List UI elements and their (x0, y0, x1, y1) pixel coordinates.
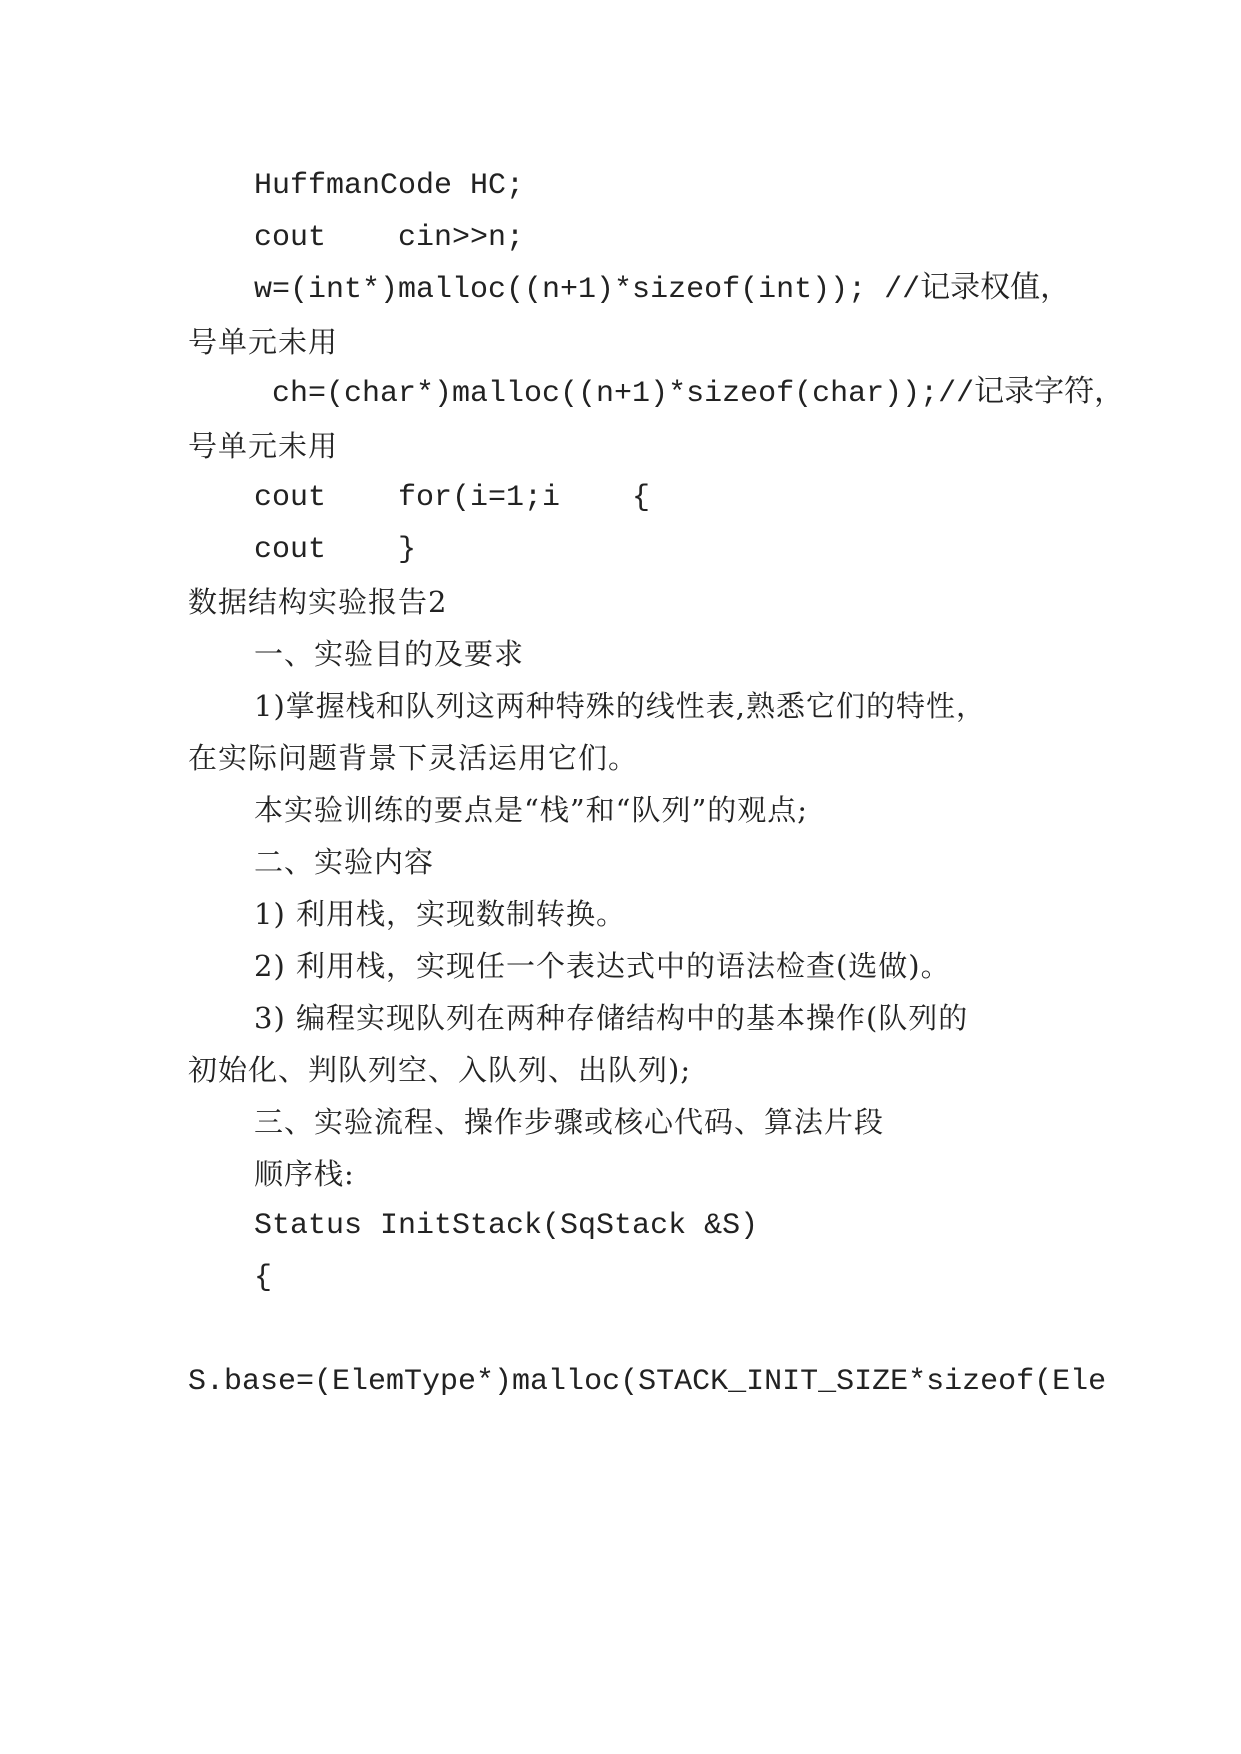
list-item-continuation: 初始化、判队列空、入队列、出队列); (188, 1053, 692, 1087)
code-line: Status InitStack(SqStack &S) (254, 1209, 759, 1243)
paragraph-line: 顺序栈: (254, 1157, 355, 1191)
section-title: 数据结构实验报告2 (188, 585, 448, 619)
text-line: 号单元未用 (188, 429, 339, 463)
code-line: ch=(char*)malloc((n+1)*sizeof(char));//记录字符， (254, 377, 1125, 411)
code-line: cout cin>>n; (254, 221, 525, 255)
code-line: HuffmanCode HC; (254, 169, 525, 203)
list-item: 1) 利用栈，实现数制转换。 (254, 897, 626, 931)
paragraph-line: 在实际问题背景下灵活运用它们。 (188, 741, 639, 775)
paragraph-line: 1)掌握栈和队列这两种特殊的线性表,熟悉它们的特性， (254, 689, 986, 723)
list-item: 3) 编程实现队列在两种存储结构中的基本操作(队列的 (254, 1001, 969, 1035)
heading: 一、实验目的及要求 (254, 637, 525, 671)
heading: 三、实验流程、操作步骤或核心代码、算法片段 (254, 1105, 885, 1139)
text-line: 号单元未用 (188, 325, 339, 359)
code-line: cout for(i=1;i { (254, 481, 651, 515)
list-item: 2) 利用栈，实现任一个表达式中的语法检查(选做)。 (254, 949, 951, 983)
code-line: { (254, 1261, 273, 1295)
code-line: cout } (254, 533, 417, 567)
heading: 二、实验内容 (254, 845, 435, 879)
paragraph-line: 本实验训练的要点是“栈”和“队列”的观点; (254, 793, 809, 827)
code-line: w=(int*)malloc((n+1)*sizeof(int)); //记录权值， (254, 273, 1071, 307)
code-line: S.base=(ElemType*)malloc(STACK_INIT_SIZE*sizeof(Ele (188, 1365, 1107, 1399)
